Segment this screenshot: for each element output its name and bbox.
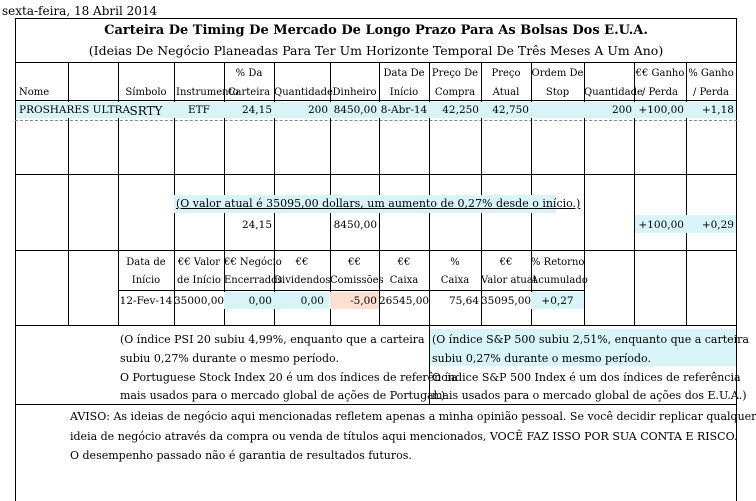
- position-quantidade: 200: [307, 104, 328, 116]
- stats-header-valor-2: de Início: [177, 275, 221, 286]
- stats-header-negocio-2: Encerrados: [224, 275, 283, 286]
- header-dinheiro: Dinheiro: [332, 87, 377, 98]
- header-instrumento: Instrumento: [176, 87, 239, 98]
- header-preco-compra-2: Compra: [434, 87, 476, 98]
- header-data-inicio-2: Início: [389, 87, 419, 98]
- stats-comissoes: -5,00: [350, 295, 377, 307]
- grid-line: [15, 120, 737, 121]
- sp-note-line-4: mais usados para o mercado global de ações dos E.U.A.): [432, 389, 747, 402]
- stats-header-data-1: Data de: [126, 257, 166, 268]
- disclaimer-line-2: ideia de negócio através da compra ou venda de títulos aqui mencionados, VOCÊ FAZ ISSO POR SUA CONTA E RISCO.: [70, 430, 738, 443]
- position-preco-compra: 42,250: [442, 104, 479, 116]
- header-ganho-eur-1: €€ Ganho: [635, 68, 685, 79]
- position-quantidade-2: 200: [611, 104, 632, 116]
- grid-line: [584, 250, 585, 325]
- header-simbolo: Símbolo: [125, 87, 167, 98]
- grid-line: [118, 290, 584, 291]
- psi-note-line-4: mais usados para o mercado global de ações de Portugal.): [120, 389, 445, 402]
- stats-caixa: 26545,00: [379, 295, 430, 307]
- header-nome: Nome: [19, 87, 50, 98]
- stats-pct-caixa: 75,64: [448, 295, 479, 307]
- stats-header-valor-1: €€ Valor: [177, 257, 221, 268]
- grid-line: [15, 250, 737, 251]
- stats-header-comissoes-1: €€: [348, 257, 361, 268]
- header-ganho-pct-1: % Ganho: [688, 68, 734, 79]
- stats-valor-atual: 35095,00: [481, 295, 532, 307]
- summary-ganho-eur: +100,00: [638, 219, 684, 231]
- header-quantidade: Quantidade: [274, 87, 333, 98]
- position-simbolo: SRTY: [129, 104, 163, 118]
- stats-header-pct-caixa-1: %: [450, 257, 460, 268]
- grid-line: [15, 325, 737, 326]
- stats-negocio: 0,00: [248, 295, 272, 307]
- position-dinheiro: 8450,00: [333, 104, 377, 116]
- position-pct-carteira: 24,15: [241, 104, 272, 116]
- sp-note-line-3: O índice S&P 500 Index é um dos índices de referência: [432, 371, 741, 384]
- stats-retorno: +0,27: [541, 295, 574, 307]
- psi-note-line-1: (O índice PSI 20 subiu 4,99%, enquanto que a carteira: [120, 333, 425, 346]
- stats-valor: 35000,00: [174, 295, 225, 307]
- psi-note-line-3: O Portuguese Stock Index 20 é um dos índices de referência: [120, 371, 458, 384]
- header-preco-compra-1: Preço De: [431, 68, 479, 79]
- grid-line: [15, 404, 737, 405]
- header-pct-carteira-2: Carteira: [227, 87, 271, 98]
- grid-line: [15, 174, 737, 175]
- header-ganho-eur-2: / Perda: [642, 87, 678, 98]
- stats-header-dividendos-1: €€: [295, 257, 309, 268]
- header-preco-atual-2: Atual: [492, 87, 520, 98]
- summary-ganho-pct: +0,29: [701, 219, 734, 231]
- position-preco-atual: 42,750: [492, 104, 529, 116]
- summary-pct: 24,15: [241, 219, 272, 231]
- stats-data: 12-Fev-14: [119, 295, 173, 307]
- position-ganho-eur: +100,00: [638, 104, 684, 116]
- stats-header-retorno-2: Acumulado: [531, 275, 588, 286]
- stats-header-caixa-2: Caixa: [389, 275, 419, 286]
- position-instrumento: ETF: [188, 104, 210, 116]
- header-ganho-pct-2: / Perda: [693, 87, 729, 98]
- position-data-inicio: 8-Abr-14: [380, 104, 428, 116]
- page-subtitle: (Ideias De Negócio Planeadas Para Ter Um Horizonte Temporal De Três Meses A Um Ano): [88, 43, 664, 58]
- stats-header-retorno-1: % Retorno: [531, 257, 585, 268]
- stats-header-comissoes-2: Comissões: [330, 275, 384, 286]
- header-quantidade-2: Quantidade: [584, 87, 643, 98]
- page-title: Carteira De Timing De Mercado De Longo Prazo Para As Bolsas Dos E.U.A.: [104, 23, 648, 38]
- sp-note-line-2: subiu 0,27% durante o mesmo período.: [432, 352, 651, 365]
- stats-header-caixa-1: €€: [397, 257, 411, 268]
- position-ganho-pct: +1,18: [701, 104, 734, 116]
- summary-dinheiro: 8450,00: [333, 219, 377, 231]
- stats-header-pct-caixa-2: Caixa: [440, 275, 470, 286]
- stats-header-valor-atual-1: €€: [499, 257, 513, 268]
- stats-header-dividendos-2: Dividendos: [274, 275, 331, 286]
- stats-header-valor-atual-2: Valor atual: [481, 275, 537, 286]
- header-data-inicio-1: Data De: [383, 68, 425, 79]
- stats-dividendos: 0,00: [300, 295, 324, 307]
- stats-header-data-2: Início: [131, 275, 161, 286]
- page-date: sexta-feira, 18 Abril 2014: [2, 4, 158, 18]
- disclaimer-line-1: AVISO: As ideias de negócio aqui mencionadas refletem apenas a minha opinião pessoal. Se você decidir replicar qualquer: [70, 410, 756, 423]
- disclaimer-line-3: O desempenho passado não é garantia de resultados futuros.: [70, 449, 412, 462]
- grid-line: [15, 100, 737, 101]
- sp-note-line-1: (O índice S&P 500 subiu 2,51%, enquanto que a carteira: [432, 333, 749, 346]
- grid-line: [15, 62, 737, 63]
- header-pct-carteira-1: % Da: [235, 68, 263, 79]
- position-nome: PROSHARES ULTRA: [19, 104, 131, 116]
- psi-note-line-2: subiu 0,27% durante o mesmo período.: [120, 352, 339, 365]
- stats-header-negocio-1: €€ Negócio: [224, 257, 282, 268]
- header-ordem-stop-1: Ordem De: [531, 68, 584, 79]
- header-ordem-stop-2: Stop: [545, 87, 570, 98]
- summary-note: (O valor atual é 35095,00 dollars, um aumento de 0,27% desde o início.): [176, 197, 581, 210]
- header-preco-atual-1: Preço: [491, 68, 521, 79]
